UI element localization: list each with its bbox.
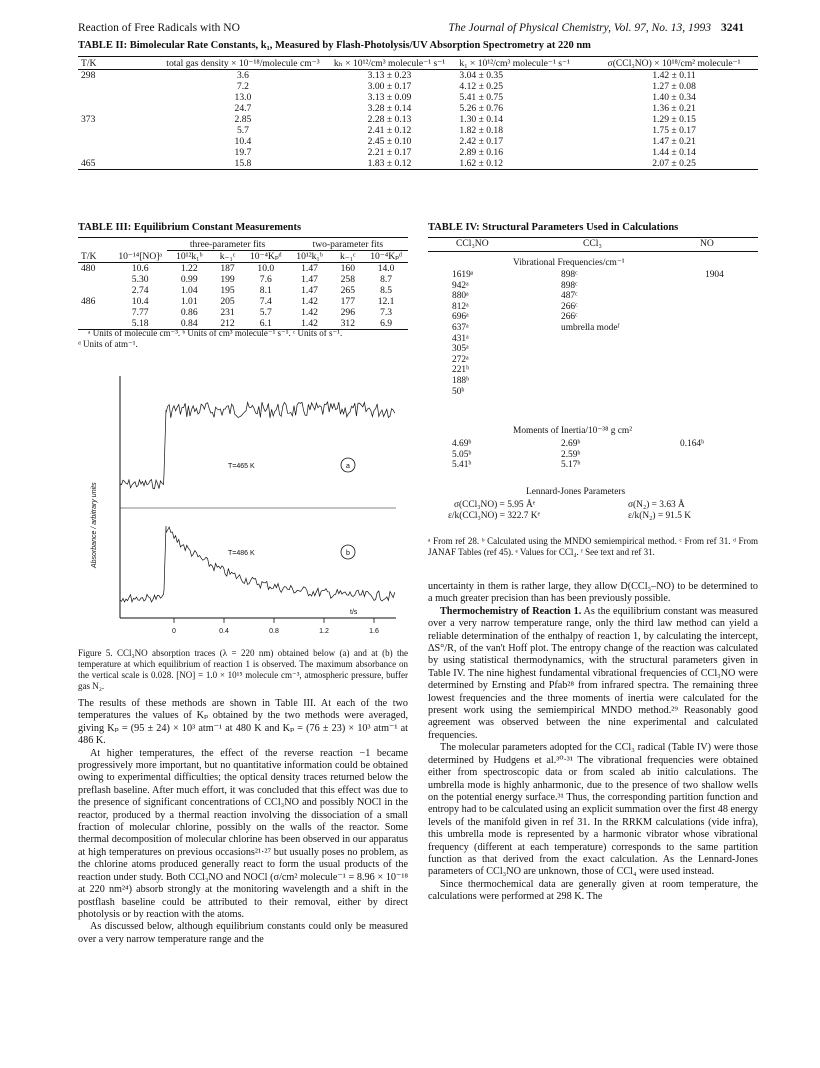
table-cell: 1.36 ± 0.21: [652, 103, 696, 114]
table-cell: 1.47 ± 0.21: [652, 136, 696, 147]
table3-header: k₋₁ᶜ: [339, 251, 356, 262]
table-cell: 5.41 ± 0.75: [459, 92, 504, 103]
x-tick-label: 1.2: [319, 628, 329, 635]
inertia-ccl3-list: [561, 439, 580, 471]
paragraph: The molecular parameters adopted for the CCl₃ radical (Table IV) were those determined by Hudgens et al.³⁰·³¹ The vibrational frequencies were obtained either from spectroscopic data or from scaled ab initio calculations. The umbrella mode is highly anharmonic, due to the presence of two shallow wells on the potential energy surface.³¹ Thus, the corresponding partition function and entropy had to be calculated using an explicit summation over the first 48 energy levels of the manifold given in ref 31. In the RRKM calculations (vide infra), this umbrella mode is represented by a harmonic vibrator whose vibrational frequency (different at each temperature) corresponds to the same partition function as that derived from the exact calculation. As the Lennard-Jones parameters of CCl₃NO are unknown, those of CCl₄ were used instead.: [428, 742, 758, 878]
vib-ccl3no-list: [452, 270, 473, 397]
table-cell: [78, 81, 163, 92]
running-head-left: Reaction of Free Radicals with NO: [78, 22, 240, 34]
trace-b: [120, 526, 395, 602]
table-cell: 1.47: [301, 274, 318, 285]
table4-footnote: ᵃ From ref 28. ᵇ Calculated using the MNDO semiempirical method. ᶜ From ref 31. ᵈ From JANAF Tables (ref 45). ᵉ Values for CCl₄. ᶠ See text and ref 31.: [428, 536, 758, 557]
table3-group-three-param: three-parameter fits: [167, 239, 287, 251]
table-cell: 177: [340, 296, 355, 307]
vib-no: 1904: [705, 270, 724, 280]
table-cell: 465: [81, 158, 96, 169]
table2-top-rule: [78, 56, 758, 57]
table-cell: 4.12 ± 0.25: [459, 81, 504, 92]
page-number: 3241: [721, 22, 744, 34]
table4-value: 942ᵃ: [452, 280, 469, 291]
table-cell: 8.5: [380, 285, 393, 296]
table4-value: 2.69ᵇ: [561, 439, 581, 449]
x-unit-label: t/s: [350, 609, 358, 616]
table-cell: 3.28 ± 0.14: [367, 103, 412, 114]
table-cell: [78, 307, 113, 318]
table4-value: 188ᵇ: [452, 375, 469, 386]
table-cell: 1.42: [301, 307, 318, 318]
table-cell: 2.89 ± 0.16: [459, 147, 504, 158]
table3-footnote-line2: ᵈ Units of atm⁻¹.: [78, 339, 138, 349]
table-row: [78, 103, 758, 114]
table-cell: 486: [81, 296, 96, 307]
table-row: [78, 70, 758, 82]
table-row: [78, 285, 408, 296]
table-cell: 212: [220, 318, 235, 329]
table-cell: [78, 136, 163, 147]
table-cell: 480: [81, 263, 96, 274]
table3-header: T/K: [81, 250, 97, 262]
table4-value: 266ᶜ: [561, 301, 578, 312]
table-cell: 205: [220, 296, 235, 307]
figure5-plot: [78, 358, 408, 648]
table-cell: 5.30: [131, 274, 149, 285]
table-cell: 3.04 ± 0.35: [459, 70, 504, 81]
table-cell: 1.47: [301, 263, 318, 274]
table4-value: 1619ᵃ: [452, 270, 474, 280]
table-row: [78, 296, 408, 307]
table2-header: total gas density × 10⁻¹⁸/molecule cm⁻³: [166, 58, 320, 69]
table-row: [78, 136, 758, 147]
table-cell: 24.7: [234, 103, 252, 114]
x-tick-label: 0.8: [269, 628, 279, 635]
table4-value: 637ᵃ: [452, 322, 469, 333]
table4-col-ccl3no: CCl₃NO: [456, 238, 489, 249]
table4-col-no: NO: [700, 238, 714, 249]
table-row: [78, 263, 408, 275]
table4-value: 5.05ᵇ: [452, 449, 472, 460]
paragraph: As the equilibrium constant was measured over a very narrow temperature range, only the third law method can yield a reliable determination of the enthalpy of reaction 1, by calculating the intercept, ΔS°/R, of the van't Hoff plot. The entropy change of the reaction was calculated by using statistical thermodynamics, with the structural parameters given in Table IV. The nine highest fundamental vibrational frequencies of CCl₃NO were determined by Ernsting and Pfab²⁸ from infrared spectra. The remaining three lowest frequencies and the three moments of inertia were calculated for the present work using the semiempirical MNDO method.²⁹ Reasonably good agreement was observed between the nine experimental and calculated frequencies.: [428, 605, 758, 741]
table2-caption: TABLE II: Bimolecular Rate Constants, k₁, Measured by Flash-Photolysis/UV Absorption Spectrometry at 220 nm: [78, 40, 591, 51]
table-cell: 1.82 ± 0.18: [459, 125, 504, 136]
table-cell: 258: [340, 274, 355, 285]
table4-value: 898ᶜ: [561, 270, 578, 280]
table-cell: 5.18: [131, 318, 149, 329]
paragraph: uncertainty in them is rather large, they allow D(CCl₃–NO) to be determined to a much greater precision than has been previously possible.: [428, 581, 758, 605]
table2: [78, 58, 758, 170]
table-cell: 2.21 ± 0.17: [367, 147, 412, 158]
table-row: [78, 147, 758, 158]
table-cell: 14.0: [377, 263, 395, 274]
table-cell: 7.77: [131, 307, 149, 318]
right-column-text: [428, 581, 758, 904]
table4-value: 4.69ᵇ: [452, 439, 472, 449]
table4-col-ccl3: CCl₃: [583, 238, 602, 249]
table-row: [78, 307, 408, 318]
table-row: [78, 158, 758, 170]
table-cell: 5.7: [236, 125, 249, 136]
table3-header: 10⁻⁴Kₚᵈ: [370, 251, 402, 262]
table-cell: 160: [340, 263, 355, 274]
lj-title: Lennard-Jones Parameters: [526, 487, 626, 497]
table4-value: 2.59ᵇ: [561, 449, 581, 460]
table2-header: T/K: [81, 58, 97, 69]
table-cell: 1.40 ± 0.34: [652, 92, 696, 103]
table-row: [78, 274, 408, 285]
table3-header: 10⁻⁴Kₚᵈ: [249, 251, 282, 262]
table-cell: 0.99: [180, 274, 198, 285]
table-cell: 1.30 ± 0.14: [459, 114, 504, 125]
table-row: [78, 125, 758, 136]
table4-value: 272ᵃ: [452, 354, 469, 365]
inertia-ccl3no-list: [452, 439, 471, 471]
table2-header: k₁ × 10¹²/cm³ molecule⁻¹ s⁻¹: [459, 58, 570, 69]
lj-eps-n2: ε/k(N₂) = 91.5 K: [628, 511, 692, 521]
table-cell: 7.3: [380, 307, 393, 318]
table-cell: 1.44 ± 0.14: [652, 147, 696, 158]
table-cell: 199: [220, 274, 235, 285]
table3-footnote-line1: ᵃ Units of molecule cm⁻³. ᵇ Units of cm³ molecule⁻¹ s⁻¹. ᶜ Units of s⁻¹.: [88, 328, 343, 338]
table-cell: 2.07 ± 0.25: [652, 158, 696, 169]
panel-a-letter: a: [346, 463, 350, 470]
table-cell: 6.9: [380, 318, 393, 329]
table3-header: 10¹²k₁ᵇ: [176, 251, 203, 262]
inertia-title: Moments of Inertia/10⁻³⁸ g cm²: [513, 426, 633, 436]
table-cell: 2.28 ± 0.13: [367, 114, 412, 125]
table-cell: 6.1: [259, 318, 272, 329]
table-cell: 231: [220, 307, 235, 318]
table-cell: 3.00 ± 0.17: [367, 81, 412, 92]
paragraph: The results of these methods are shown in Table III. At each of the two temperatures the values of Kₚ obtained by the two methods were averaged, giving Kₚ = (95 ± 24) × 10³ atm⁻¹ at 480 K and Kₚ = (76 ± 23) × 10³ atm⁻¹ at 486 K.: [78, 698, 408, 747]
table4-value: 812ᵃ: [452, 301, 469, 312]
table-row: [78, 114, 758, 125]
table3-header: 10¹²k₁ᵇ: [296, 251, 323, 262]
table2-header: σ(CCl₃NO) × 10¹⁸/cm² molecule⁻¹: [607, 58, 741, 69]
table-cell: 298: [81, 70, 96, 81]
table3-header: k₋₁ᶜ: [219, 251, 236, 262]
table-cell: 12.1: [377, 296, 395, 307]
table-cell: 1.47: [301, 285, 318, 296]
panel-b-temperature: T=486 K: [228, 550, 255, 557]
table-cell: 5.26 ± 0.76: [459, 103, 504, 114]
table-cell: 1.01: [180, 296, 198, 307]
y-axis-label: Absorbance / arbitrary units: [91, 482, 98, 568]
table-cell: 0.84: [180, 318, 198, 329]
x-tick-label: 0.4: [219, 628, 229, 635]
table-cell: 1.75 ± 0.17: [652, 125, 696, 136]
table-cell: 1.83 ± 0.12: [367, 158, 412, 169]
table4-value: 898ᶜ: [561, 280, 578, 291]
table-cell: 3.13 ± 0.09: [367, 92, 412, 103]
lj-sigma-ccl3no: σ(CCl₃NO) = 5.95 Åᵉ: [454, 500, 536, 510]
table4-header-row: [428, 238, 758, 252]
panel-b-letter: b: [346, 550, 350, 557]
table-cell: 312: [340, 318, 355, 329]
table-cell: 1.27 ± 0.08: [652, 81, 696, 92]
table-row: [78, 92, 758, 103]
table-cell: 2.45 ± 0.10: [367, 136, 412, 147]
table-cell: [78, 285, 113, 296]
table-cell: 2.85: [234, 114, 252, 125]
table-cell: 10.4: [131, 296, 149, 307]
table4-value: 221ᵇ: [452, 365, 469, 376]
table-cell: 5.7: [259, 307, 272, 318]
table-cell: 3.13 ± 0.23: [367, 70, 412, 81]
x-tick-label: 0: [172, 628, 176, 635]
table-cell: 1.22: [180, 263, 198, 274]
table-cell: 1.62 ± 0.12: [459, 158, 504, 169]
table-cell: 10.6: [131, 263, 149, 274]
table4-value: 487ᶜ: [561, 291, 578, 302]
table4-value: 50ᵇ: [452, 386, 465, 397]
table4-caption: TABLE IV: Structural Parameters Used in Calculations: [428, 222, 679, 233]
table-cell: 7.2: [236, 81, 249, 92]
table-cell: [78, 147, 163, 158]
table-cell: 187: [220, 263, 235, 274]
table4-value: 431ᵃ: [452, 333, 469, 344]
panel-a-temperature: T=465 K: [228, 463, 255, 470]
table-cell: 2.42 ± 0.17: [459, 136, 504, 147]
table-cell: 7.6: [259, 274, 272, 285]
table-cell: 373: [81, 114, 96, 125]
table-cell: 2.74: [131, 285, 149, 296]
table-cell: 0.86: [180, 307, 198, 318]
paragraph: Since thermochemical data are generally given at room temperature, the calculations were performed at 298 K. The: [428, 878, 758, 903]
table-cell: 1.42: [301, 318, 318, 329]
lj-sigma-n2: σ(N₂) = 3.63 Å: [628, 500, 685, 510]
journal-citation: The Journal of Physical Chemistry, Vol. 97, No. 13, 1993: [448, 22, 711, 34]
table4-value: 305ᵃ: [452, 344, 469, 355]
left-column-text: [78, 698, 408, 946]
x-tick-label: 1.6: [369, 628, 379, 635]
table-cell: 19.7: [234, 147, 252, 158]
table-cell: [78, 274, 113, 285]
table4-value: umbrella modeᶠ: [561, 322, 620, 333]
inertia-no: 0.164ᵇ: [680, 439, 704, 449]
table-cell: 10.4: [234, 136, 252, 147]
lj-eps-ccl3no: ε/k(CCl₃NO) = 322.7 Kᵉ: [448, 511, 540, 521]
table3-top-rule: [78, 237, 408, 238]
table4-value: 696ᵃ: [452, 312, 469, 323]
table-cell: [78, 125, 163, 136]
table-cell: 15.8: [234, 158, 252, 169]
table-cell: 3.6: [236, 70, 249, 81]
table4-value: 5.41ᵇ: [452, 460, 472, 471]
table-cell: 8.1: [259, 285, 272, 296]
vib-freq-title: Vibrational Frequencies/cm⁻¹: [513, 258, 625, 268]
table4-value: 880ᵃ: [452, 291, 469, 302]
table-cell: 1.04: [180, 285, 198, 296]
running-head-right: [448, 22, 744, 34]
table-cell: 1.42: [301, 296, 318, 307]
table-cell: 1.29 ± 0.15: [652, 114, 696, 125]
table-cell: 195: [220, 285, 235, 296]
trace-a: [120, 402, 395, 489]
table3: [78, 239, 408, 330]
table3-header: 10⁻¹⁴[NO]ᵃ: [118, 250, 163, 262]
table3-caption: TABLE III: Equilibrium Constant Measurements: [78, 222, 302, 233]
table-cell: 296: [340, 307, 355, 318]
table-cell: 7.4: [259, 296, 272, 307]
table-cell: 13.0: [234, 92, 252, 103]
table3-group-two-param: two-parameter fits: [288, 239, 408, 251]
table4-value: 266ᶜ: [561, 312, 578, 323]
table-row: [78, 81, 758, 92]
table-cell: 1.42 ± 0.11: [652, 70, 696, 81]
table-cell: 2.41 ± 0.12: [367, 125, 412, 136]
section-heading: Thermochemistry of Reaction 1.: [440, 605, 582, 617]
paragraph: At higher temperatures, the effect of the reverse reaction −1 became progressively more important, but no quantitative information could be obtained owing to experimental difficulties; the optical density traces returned below the preflash baseline. After much effort, it was concluded that this effect was due to the presence of significant concentrations of CCl₃NO and possibly NOCl in the reactor, produced by a thermal reaction involving the dissociation of a small fraction of molecular chlorine, possibly on the walls of the reactor. Some thermal decomposition of molecular chlorine has been observed in our apparatus at high temperatures on previous occasions²¹·²⁷ but usually poses no problem, as the chlorine atoms produced generally react to form the usual products of the reaction under study. Both CCl₃NO and NOCl (σ/cm² molecule⁻¹ = 8.96 × 10⁻¹⁸ at 220 nm²⁴) absorb strongly at the monitoring wavelength and a shift in the postflash baseline could be attributed to their removal, either by direct photolysis or by reaction with the atoms.: [78, 747, 408, 920]
table-cell: [78, 103, 163, 114]
table-cell: [78, 92, 163, 103]
paragraph: As discussed below, although equilibrium constants could only be measured over a very narrow temperature range and the: [78, 921, 408, 945]
table2-header: kₕ × 10¹²/cm³ molecule⁻¹ s⁻¹: [333, 58, 446, 69]
table-cell: 8.7: [380, 274, 393, 285]
table4-value: 5.17ᵇ: [561, 460, 581, 471]
figure5-caption: Figure 5. CCl₃NO absorption traces (λ = 220 nm) obtained below (a) and at (b) the temperature at which equilibrium of reaction 1 is observed. The maximum absorbance on the vertical scale is 0.028. [NO] = 1.0 × 10¹⁵ molecule cm⁻³, atmospheric pressure, buffer gas N₂.: [78, 648, 408, 691]
table-cell: 265: [340, 285, 355, 296]
vib-ccl3-list: [561, 270, 619, 334]
table-cell: 10.0: [257, 263, 275, 274]
table4-body: [428, 254, 758, 534]
